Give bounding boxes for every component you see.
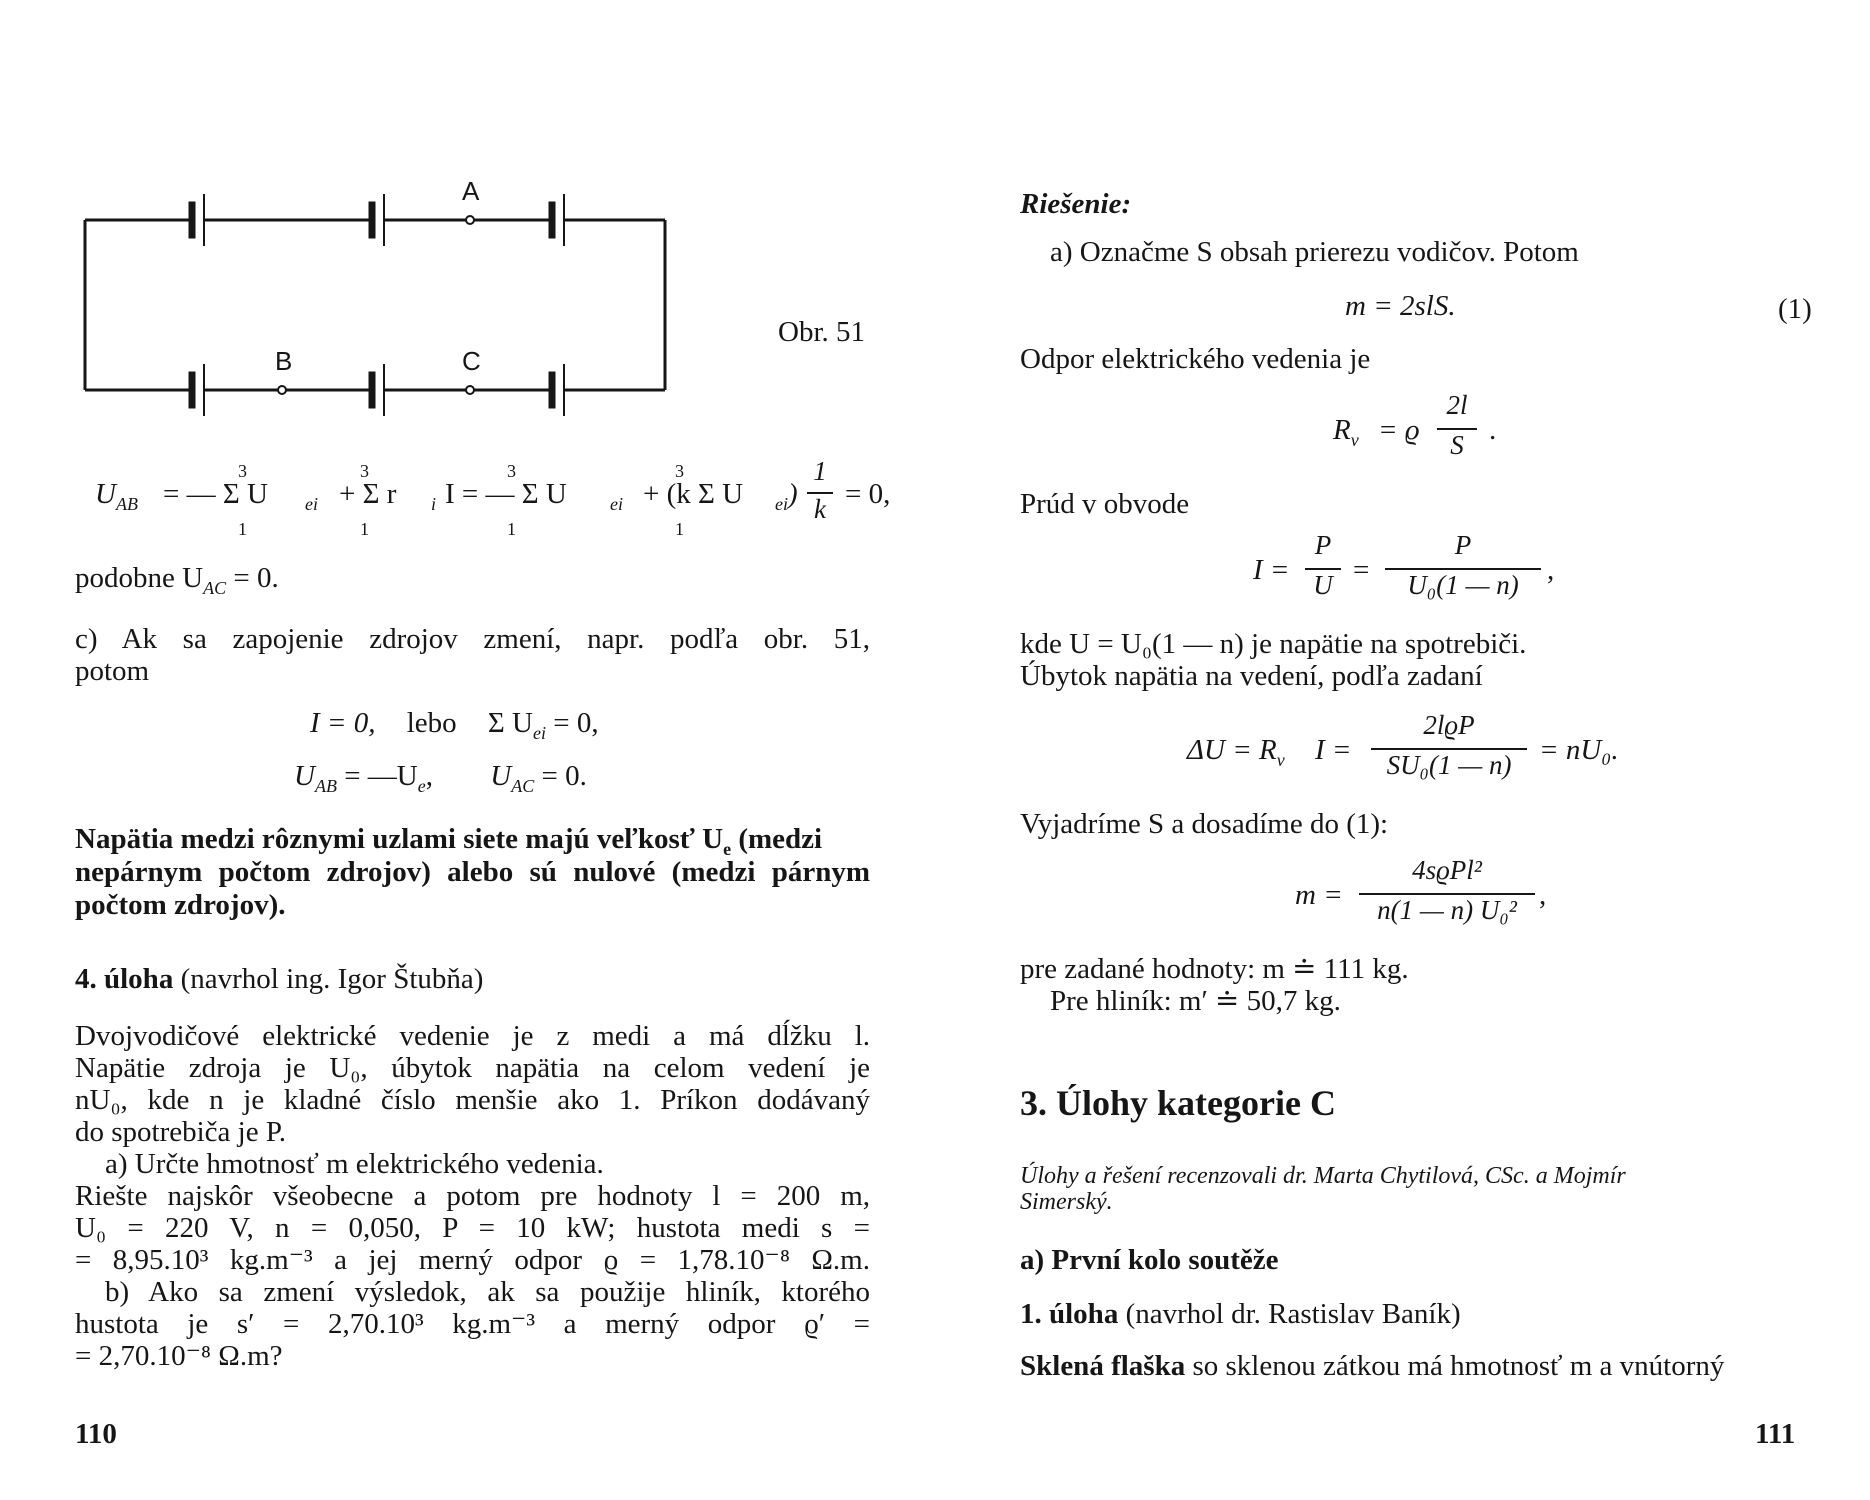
line-hlinik: Pre hliník: m′ ≐ 50,7 kg. xyxy=(1050,985,1341,1017)
right-page xyxy=(935,0,1870,1500)
line-a: a) Označme S obsah prierezu vodičov. Potom xyxy=(1050,236,1579,268)
figure-caption: Obr. 51 xyxy=(778,316,865,348)
line-kde: kde U = U₀(1 — n) je napätie na spotrebiči. xyxy=(1020,628,1527,660)
node-b xyxy=(278,386,286,394)
task4-line6: Riešte najskôr všeobecne a potom pre hodnoty l = 200 m, xyxy=(75,1180,870,1212)
task4-heading: 4. úloha (navrhol ing. Igor Štubňa) xyxy=(75,963,484,995)
equation-1: m = 2slS. xyxy=(1345,290,1456,322)
last-line: Sklená flaška so sklenou zátkou má hmotnosť m a vnútorný xyxy=(1020,1350,1725,1382)
subsection-heading: a) První kolo soutěže xyxy=(1020,1244,1279,1276)
para-napatia-line1: Napätia medzi rôznymi uzlami siete majú veľkosť $U_e$ (medzi xyxy=(75,823,823,859)
equation-i-zero: I = 0, lebo Σ $U_{ei} = 0$, xyxy=(310,707,599,743)
para-napatia-line2: nepárnym počtom zdrojov) alebo sú nulové (medzi párnym xyxy=(75,856,870,888)
task1-heading: 1. úloha (navrhol dr. Rastislav Baník) xyxy=(1020,1298,1461,1330)
task4-line4: do spotrebiča je P. xyxy=(75,1116,287,1148)
riesenie-heading: Riešenie: xyxy=(1020,188,1132,220)
label-c: C xyxy=(462,346,481,376)
line-vyjadrime: Vyjadríme S a dosadíme do (1): xyxy=(1020,808,1389,840)
node-a xyxy=(466,216,474,224)
podobne-line: podobne $U_{AC} = 0$. xyxy=(75,562,279,598)
reviewers-line1: Úlohy a řešení recenzovali dr. Marta Chytilová, CSc. a Mojmír xyxy=(1020,1163,1626,1189)
para-c-line1: c) Ak sa zapojenie zdrojov zmení, napr. podľa obr. 51, xyxy=(75,623,870,655)
reviewers-line2: Simerský. xyxy=(1020,1189,1113,1215)
task4-line10: hustota je s′ = 2,70.10³ kg.m⁻³ a merný odpor ϱ′ = xyxy=(75,1308,870,1340)
section-heading: 3. Úlohy kategorie C xyxy=(1020,1083,1336,1123)
equation-i: I = P U = P U₀(1 — n) , xyxy=(1253,530,1555,600)
node-c xyxy=(466,386,474,394)
page-number-right: 111 xyxy=(1755,1418,1796,1450)
equation-m: m = 4sϱPl² n(1 — n) U₀² , xyxy=(1295,855,1547,925)
para-napatia-line3: počtom zdrojov). xyxy=(75,889,286,921)
task4-line3: nU₀, kde n je kladné číslo menšie ako 1. Príkon dodávaný xyxy=(75,1084,870,1116)
task4-line11: = 2,70.10⁻⁸ Ω.m? xyxy=(75,1340,283,1372)
equation-rv: $R_v$ = ϱ 2l S . xyxy=(1333,390,1497,460)
task4-line9: b) Ako sa zmení výsledok, ak sa použije hliník, ktorého xyxy=(105,1276,870,1308)
line-prud: Prúd v obvode xyxy=(1020,488,1190,520)
equation-1-number: (1) xyxy=(1778,293,1812,325)
task4-line1: Dvojvodičové elektrické vedenie je z medi a má dĺžku l. xyxy=(75,1020,870,1052)
line-odpor: Odpor elektrického vedenia je xyxy=(1020,343,1371,375)
equation-uab: $U_{AB}$ = — Σ U $_{ei}$ + Σ r $_i$ I = — Σ U $_{ei}$ + (k Σ U $_{ei}$) 3 1 3 1 3 1 3 1 1 k = 0, xyxy=(95,456,891,539)
task4-line2: Napätie zdroja je U₀, úbytok napätia na celom vedení je xyxy=(75,1052,870,1084)
para-c-line2: potom xyxy=(75,655,150,687)
line-pre: pre zadané hodnoty: m ≐ 111 kg. xyxy=(1020,953,1409,985)
page-number-left: 110 xyxy=(75,1418,117,1450)
circuit-figure-obr51 xyxy=(70,170,680,430)
label-b: B xyxy=(275,346,293,376)
equation-uab-ue: $U_{AB}$ = $—U_e$, $U_{AC} = 0$. xyxy=(294,760,587,796)
equation-delta-u: $\Delta U = R_v$ I = 2lϱP SU₀(1 — n) = nU₀. xyxy=(1187,710,1619,780)
label-a: A xyxy=(462,176,480,206)
task4-line5: a) Určte hmotnosť m elektrického vedenia. xyxy=(105,1148,604,1180)
task4-line8: = 8,95.10³ kg.m⁻³ a jej merný odpor ϱ = 1,78.10⁻⁸ Ω.m. xyxy=(75,1244,870,1276)
line-ubytok: Úbytok napätia na vedení, podľa zadaní xyxy=(1020,660,1483,692)
task4-line7: U₀ = 220 V, n = 0,050, P = 10 kW; hustota medi s = xyxy=(75,1212,870,1244)
